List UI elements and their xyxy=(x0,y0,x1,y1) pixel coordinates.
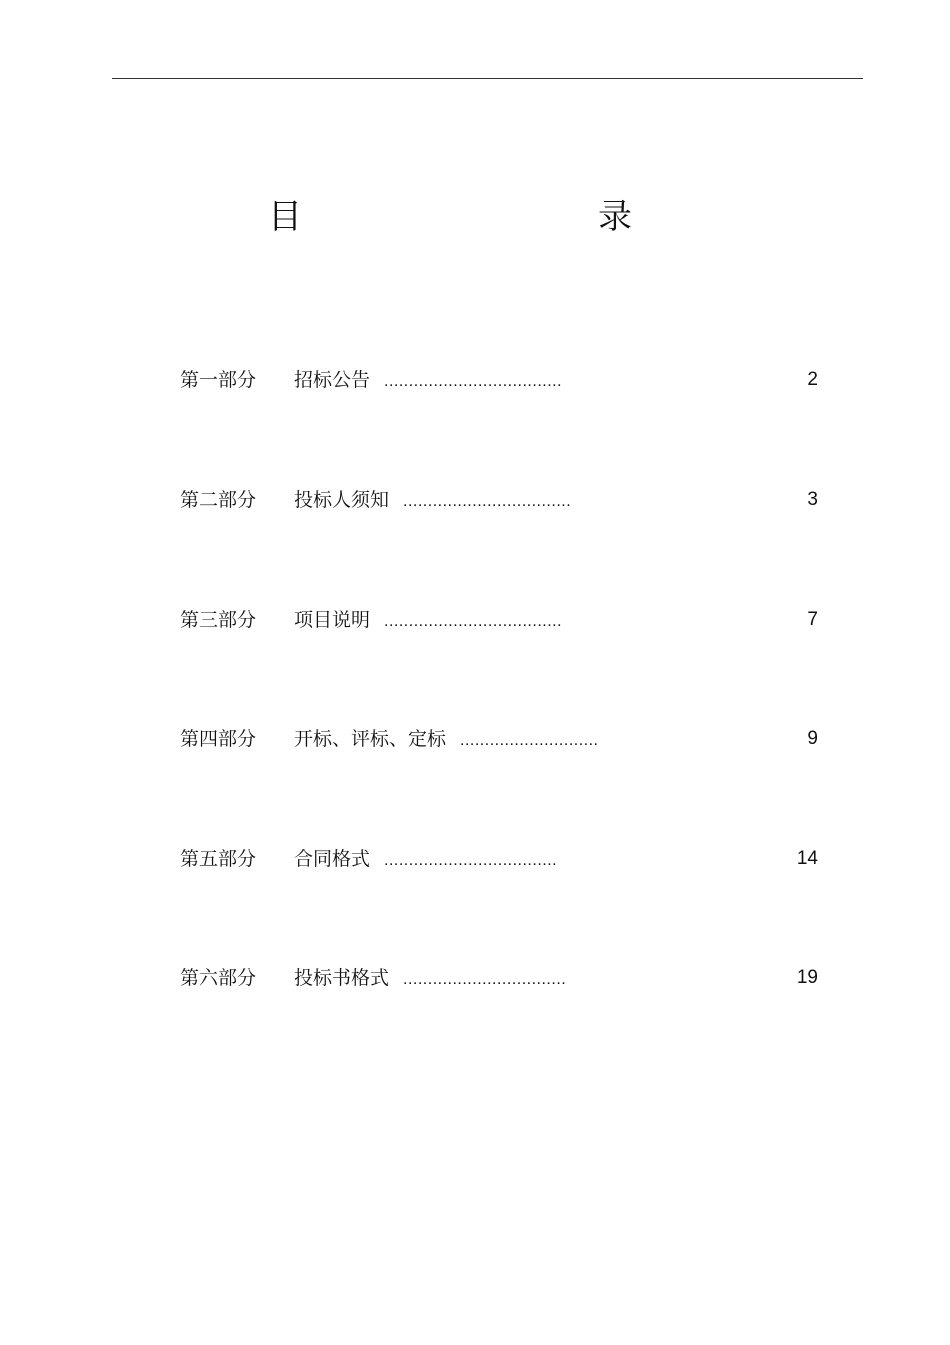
toc-title: 目 录 xyxy=(268,197,708,237)
toc-section-name: 投标书格式 ................................. xyxy=(294,967,567,989)
toc-leader-dots: ................................. xyxy=(403,971,567,988)
toc-page-number: 3 xyxy=(807,489,818,510)
toc-section-name: 开标、评标、定标 ............................ xyxy=(294,728,599,750)
toc-entry[interactable] xyxy=(180,360,820,400)
toc-part-label: 第一部分 xyxy=(180,369,257,391)
toc-entry[interactable] xyxy=(180,480,820,520)
toc-section-name: 招标公告 .................................... xyxy=(294,369,563,391)
toc-leader-dots: ................................... xyxy=(384,852,558,869)
toc-part-label: 第六部分 xyxy=(180,967,257,989)
toc-leader-dots: .................................... xyxy=(384,373,563,390)
toc-page-number: 9 xyxy=(807,728,818,749)
toc-section-name: 项目说明 .................................... xyxy=(294,609,563,631)
toc-page-number: 2 xyxy=(807,369,818,390)
toc-leader-dots: .................................. xyxy=(403,493,572,510)
toc-section-name: 投标人须知 .................................. xyxy=(294,489,572,511)
toc-entry[interactable] xyxy=(180,839,820,879)
toc-part-label: 第五部分 xyxy=(180,848,257,870)
toc-section-name: 合同格式 ................................... xyxy=(294,848,558,870)
toc-part-label: 第三部分 xyxy=(180,609,257,631)
toc-leader-dots: ............................ xyxy=(460,732,599,749)
toc-entry[interactable] xyxy=(180,600,820,640)
toc-part-label: 第四部分 xyxy=(180,728,257,750)
toc-entry[interactable] xyxy=(180,719,820,759)
toc-entry[interactable] xyxy=(180,958,820,998)
toc-leader-dots: .................................... xyxy=(384,613,563,630)
toc-page-number: 7 xyxy=(807,609,818,630)
toc-page-number: 19 xyxy=(796,967,818,988)
toc-part-label: 第二部分 xyxy=(180,489,257,511)
toc-page-number: 14 xyxy=(796,848,818,869)
header-rule xyxy=(112,78,863,79)
